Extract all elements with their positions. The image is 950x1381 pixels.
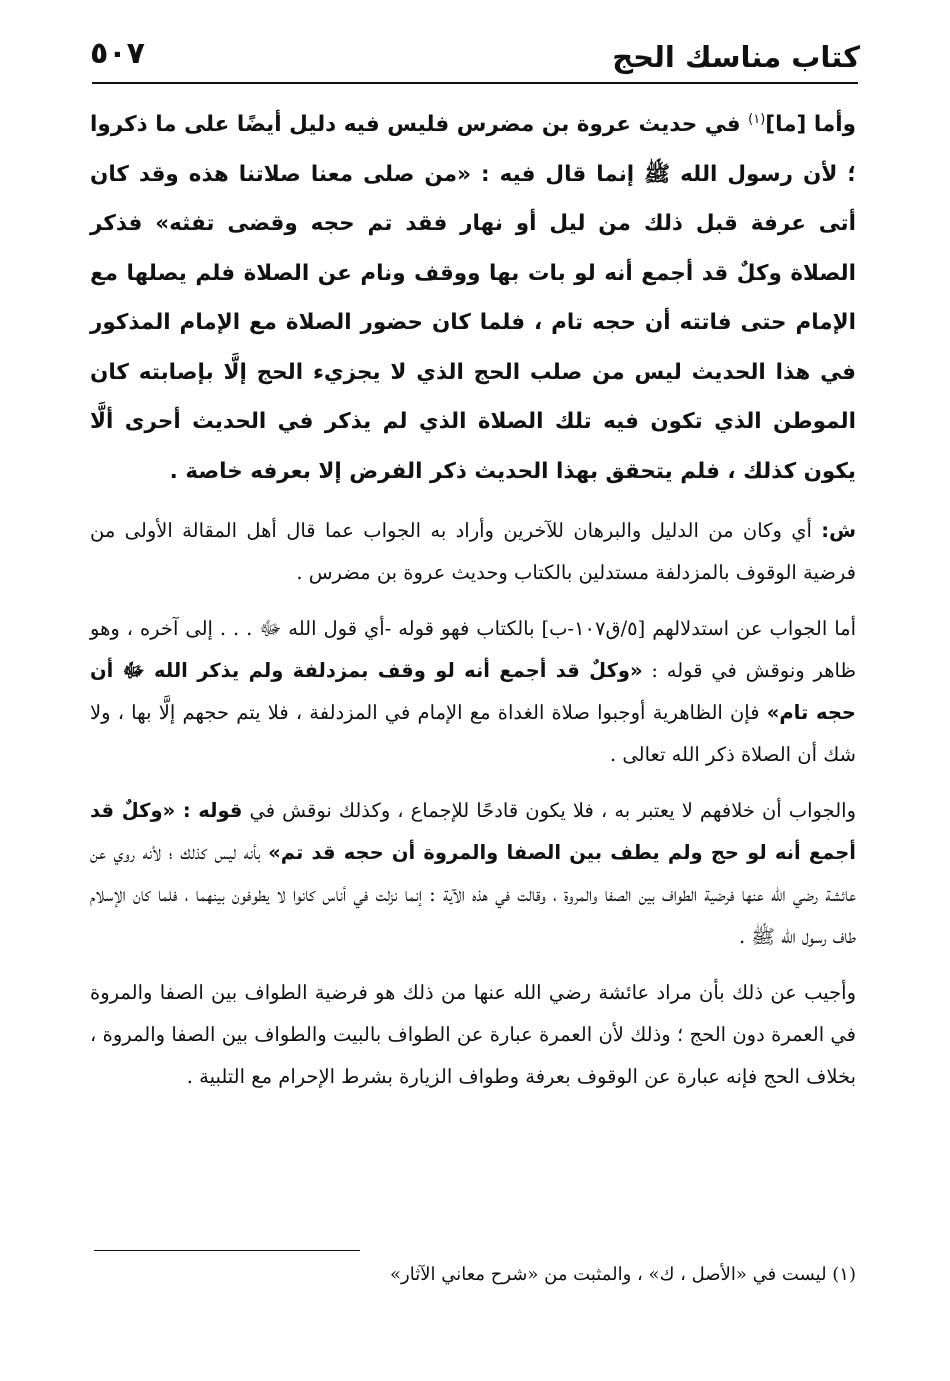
footnote-rule bbox=[94, 1250, 360, 1251]
commentary-paragraph-4 bbox=[90, 972, 856, 1098]
commentary-text: أما الجواب عن استدلالهم [٥/ق١٠٧-ب] بالكتاب فهو قوله -أي قول الله ﷻ . . . إلى آخره ، وهو ظاهر ونوقش في قوله : bbox=[90, 617, 857, 683]
page-body bbox=[90, 95, 856, 1098]
matn-text: في حديث عروة بن مضرس فليس فيه دليل أيضًا على ما ذكروا ؛ لأن رسول الله ﷺ إنما قال فيه : «من صلى معنا صلاتنا هذه وقد كان أتى عرفة قبل ذلك من ليل أو نهار فقد تم حجه وقضى تفثه» فذكر الصلاة وكلٌ قد أجمع أنه لو بات بها ووقف ونام عن الصلاة فلم يصلها مع الإمام حتى فاتته أن حجه تام ، فلما كان حضور الصلاة مع الإمام المذكور في هذا الحديث ليس من صلب الحج الذي لا يجزيء الحج إلَّا بإصابته كان الموطن الذي تكون فيه تلك الصلاة الذي لم يذكر في الحديث أحرى ألَّا يكون كذلك ، فلم يتحقق بهذا الحديث ذكر الفرض إلا بعرفه خاصة . bbox=[90, 112, 856, 484]
commentary-paragraph-1 bbox=[90, 510, 856, 594]
sharh-label: ش: bbox=[821, 519, 856, 543]
page-number: ٥٠٧ bbox=[90, 36, 145, 71]
commentary-text: بأنه ليس كذلك ؛ لأنه روي عن عائشة رضي الله عنها فرضية الطواف بين الصفا والمروة ، وقالت في هذه الآية : إنما نزلت في أناس كانوا لا يطوفون بينهما ، فلما كان الإسلام طاف رسول الله ﷺ . bbox=[90, 841, 856, 949]
footnote-reference: (١) bbox=[748, 112, 766, 127]
book-title: كتاب مناسك الحج bbox=[612, 40, 860, 74]
matn-text-start: وأما [ما] bbox=[765, 112, 856, 138]
matn-paragraph bbox=[90, 95, 856, 496]
quoted-matn: «وكلٌ قد أجمع أنه لو وقف بمزدلفة ولم يذكر الله ﷻ أن حجه تام» bbox=[90, 659, 856, 725]
commentary-paragraph-3 bbox=[90, 790, 856, 958]
commentary-text: فإن الظاهرية أوجبوا صلاة الغداة مع الإمام في المزدلفة ، فلا يتم حجهم إلَّا بها ، ولا شك أن الصلاة ذكر الله تعالى . bbox=[90, 701, 856, 767]
header-rule bbox=[92, 82, 858, 84]
commentary-paragraph-2 bbox=[90, 608, 856, 776]
page-header bbox=[90, 28, 860, 80]
quoted-matn: قوله : «وكلٌ قد أجمع أنه لو حج ولم يطف بين الصفا والمروة أن حجه قد تم» bbox=[90, 799, 856, 865]
commentary-text: والجواب أن خلافهم لا يعتبر به ، فلا يكون قادحًا للإجماع ، وكذلك نوقش في bbox=[242, 799, 856, 823]
commentary-text: وأجيب عن ذلك بأن مراد عائشة رضي الله عنها من ذلك هو فرضية الطواف بين الصفا والمروة في العمرة دون الحج ؛ وذلك لأن العمرة عبارة عن الطواف بالبيت والطواف بين الصفا والمروة ، بخلاف الحج فإنه عبارة عن الوقوف بعرفة وطواف الزيارة بشرط الإحرام مع التلبية . bbox=[90, 981, 856, 1089]
commentary-text: أي وكان من الدليل والبرهان للآخرين وأراد به الجواب عما قال أهل المقالة الأولى من فرضية الوقوف بالمزدلفة مستدلين بالكتاب وحديث عروة بن مضرس . bbox=[90, 519, 856, 585]
footnote: (١) ليست في «الأصل ، ك» ، والمثبت من «شرح معاني الآثار» bbox=[390, 1264, 856, 1285]
